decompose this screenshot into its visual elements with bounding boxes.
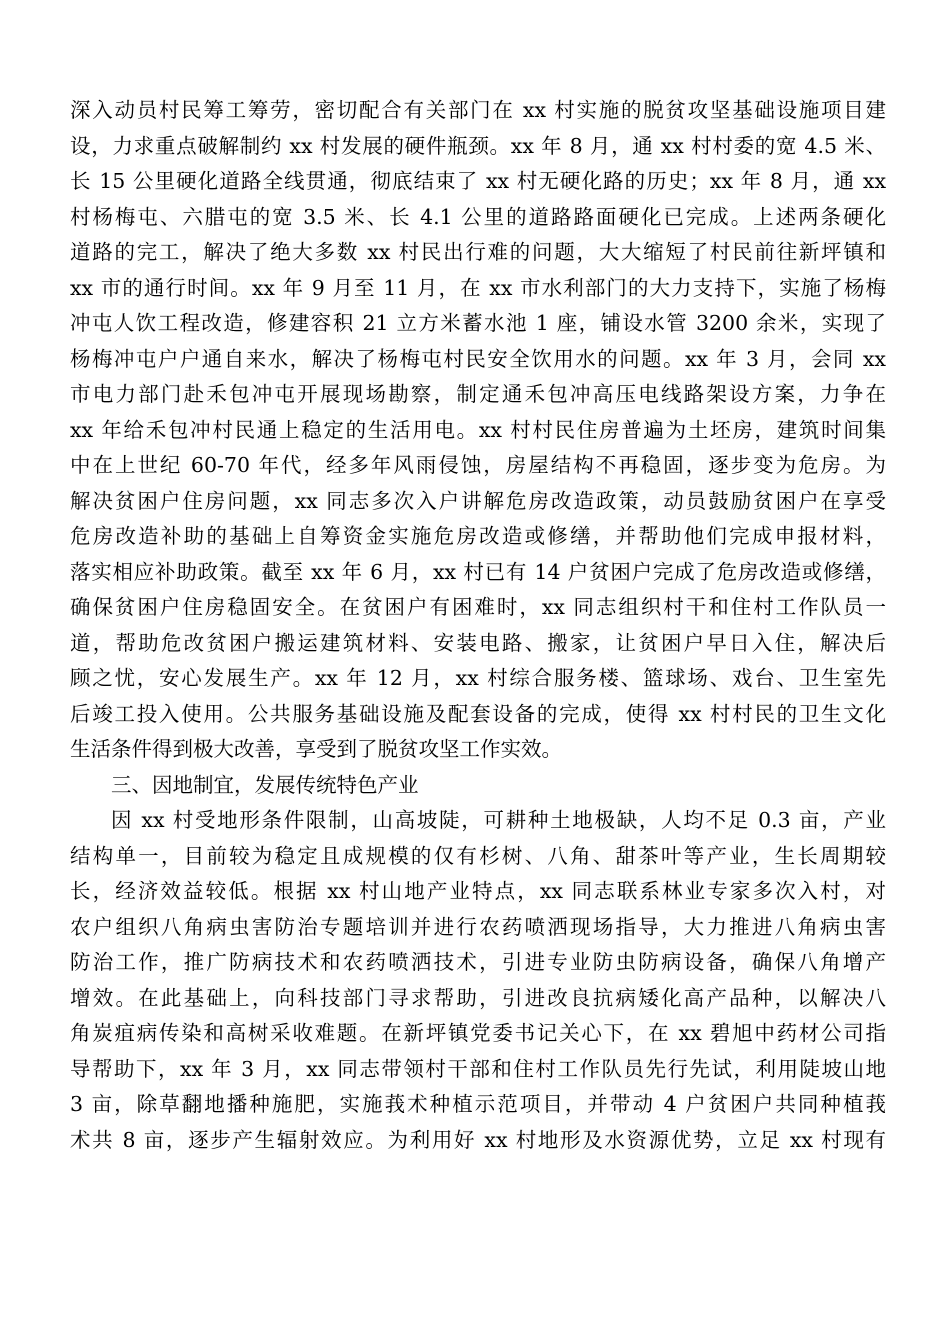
text-line: 道路的完工，解决了绝大多数 xx 村民出行难的问题，大大缩短了村民前往新坪镇和: [70, 240, 886, 264]
text-line-last: 生活条件得到极大改善，享受到了脱贫攻坚工作实效。: [70, 737, 562, 761]
paragraph-infrastructure: [70, 93, 886, 768]
text-line: 长 15 公里硬化道路全线贯通，彻底结束了 xx 村无硬化路的历史；xx 年 8 月，通 xx: [70, 169, 886, 193]
text-line: 防治工作，推广防病技术和农药喷洒技术，引进专业防虫防病设备，确保八角增产: [70, 950, 886, 974]
text-line: 中在上世纪 60-70 年代，经多年风雨侵蚀，房屋结构不再稳固，逐步变为危房。为: [70, 453, 886, 477]
text-line: 增效。在此基础上，向科技部门寻求帮助，引进改良抗病矮化高产品种，以解决八: [70, 985, 886, 1010]
text-line: 顾之忧，安心发展生产。xx 年 12 月，xx 村综合服务楼、篮球场、戏台、卫生室先: [70, 666, 886, 690]
text-line: 术共 8 亩，逐步产生辐射效应。为利用好 xx 村地形及水资源优势，立足 xx 村现有: [70, 1127, 886, 1152]
text-line: 确保贫困户住房稳固安全。在贫困户有困难时，xx 同志组织村干和住村工作队员一: [70, 595, 886, 619]
text-line: 3 亩，除草翻地播种施肥，实施莪术种植示范项目，并带动 4 户贫困户共同种植莪: [70, 1092, 886, 1116]
text-line: 导帮助下，xx 年 3 月，xx 同志带领村干部和住村工作队员先行先试，利用陡坡山地: [70, 1056, 886, 1081]
text-line: 道，帮助危改贫困户搬运建筑材料、安装电路、搬家，让贫困户早日入住，解决后: [70, 630, 886, 655]
text-line: 村杨梅屯、六腊屯的宽 3.5 米、长 4.1 公里的道路路面硬化已完成。上述两条硬化: [70, 204, 886, 229]
text-line: 市电力部门赴禾包冲屯开展现场勘察，制定通禾包冲高压电线路架设方案，力争在: [70, 382, 886, 406]
text-line: 危房改造补助的基础上自筹资金实施危房改造或修缮，并帮助他们完成申报材料，: [70, 524, 886, 548]
text-line: 结构单一，目前较为稳定且成规模的仅有杉树、八角、甜茶叶等产业，生长周期较: [70, 843, 886, 868]
text-line: xx 年给禾包冲村民通上稳定的生活用电。xx 村村民住房普遍为土坯房，建筑时间集: [70, 417, 886, 442]
text-line: 角炭疽病传染和高树采收难题。在新坪镇党委书记关心下，在 xx 碧旭中药材公司指: [70, 1021, 886, 1045]
text-line: 农户组织八角病虫害防治专题培训并进行农药喷洒现场指导，大力推进八角病虫害: [70, 914, 886, 939]
section-heading: 三、因地制宜，发展传统特色产业: [111, 772, 419, 797]
text-line: 冲屯人饮工程改造，修建容积 21 立方米蓄水池 1 座，铺设水管 3200 余米，实现了: [70, 311, 886, 335]
text-line: 设，力求重点破解制约 xx 村发展的硬件瓶颈。xx 年 8 月，通 xx 村村委的宽 4.5 米、: [70, 133, 886, 158]
text-line-first: 因 xx 村受地形条件限制，山高坡陡，可耕种土地极缺，人均不足 0.3 亩，产业: [111, 808, 886, 832]
text-line: xx 市的通行时间。xx 年 9 月至 11 月，在 xx 市水利部门的大力支持下，实施了杨梅: [70, 275, 886, 300]
text-line: 后竣工投入使用。公共服务基础设施及配套设备的完成，使得 xx 村村民的卫生文化: [70, 701, 886, 726]
text-line: 深入动员村民筹工筹劳，密切配合有关部门在 xx 村实施的脱贫攻坚基础设施项目建: [70, 98, 886, 122]
paragraph-industry: [70, 803, 886, 1158]
document-body: [70, 93, 886, 1158]
text-line: 解决贫困户住房问题，xx 同志多次入户讲解危房改造政策，动员鼓励贫困户在享受: [70, 488, 886, 513]
text-line: 落实相应补助政策。截至 xx 年 6 月，xx 村已有 14 户贫困户完成了危房改造或修缮，: [70, 559, 886, 584]
text-line: 杨梅冲屯户户通自来水，解决了杨梅屯村民安全饮用水的问题。xx 年 3 月，会同 xx: [70, 346, 886, 371]
text-line: 长，经济效益较低。根据 xx 村山地产业特点，xx 同志联系林业专家多次入村，对: [70, 879, 886, 903]
